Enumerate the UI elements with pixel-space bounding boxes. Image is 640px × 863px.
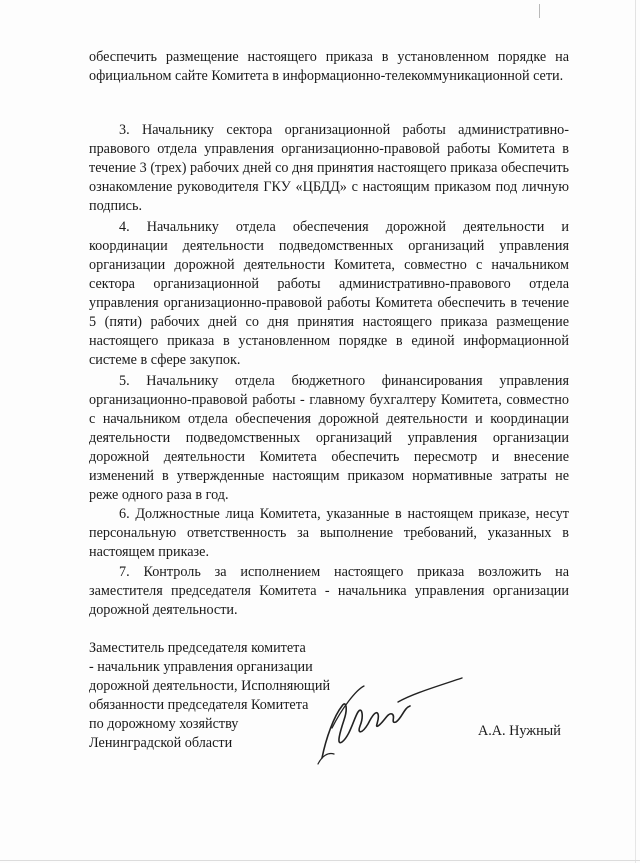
paragraph-item-4 [89,218,569,370]
page-edge-bottom [0,860,640,861]
paragraph-item-3 [89,121,569,216]
paragraph-item-6 [89,505,569,562]
paragraph-text: 6. Должностные лица Комитета, указанные в настоящем приказе, несут персональную ответственность за выполнение требований, указанных в настоящем приказе. [89,506,569,560]
signatory-name: А.А. Нужный [478,723,561,739]
paragraph-text: 4. Начальнику отдела обеспечения дорожной деятельности и координации деятельности подведомственных организаций управления организации дорожной деятельности Комитета, совместно с начальником сектора организационной работы административно-правового отдела управления организационно-правовой работы Комитета обеспечить в течение 5 (пяти) рабочих дней со дня принятия настоящего приказа размещение настоящего приказа в установленном порядке в единой информационной системе в сфере закупок. [89,219,569,368]
signatory-position: Заместитель председателя комитета - начальник управления организации дорожной деятельности, Исполняющий обязанности председателя Комитета по дорожному хозяйству Ленинградской области [89,640,331,751]
paragraph-item-5 [89,372,569,505]
handwritten-signature [312,668,472,768]
paragraph-text: 3. Начальнику сектора организационной работы административно-правового отдела управления организационно-правовой работы Комитета в течение 3 (трех) рабочих дней со дня принятия настоящего приказа обеспечить ознакомление руководителя ГКУ «ЦБДД» с настоящим приказом под личную подпись. [89,122,569,214]
scan-mark [539,4,540,18]
paragraph-continuation [89,48,569,86]
paragraph-text: 7. Контроль за исполнением настоящего приказа возложить на заместителя председателя Комитета - начальника управления организации дорожной деятельности. [89,564,569,618]
paragraph-item-7 [89,563,569,620]
page-edge-right [635,0,636,863]
paragraph-text: 5. Начальнику отдела бюджетного финансирования управления организационно-правовой работы - главному бухгалтеру Комитета, совместно с начальником отдела обеспечения дорожной деятельности и координации деятельности подведомственных организаций управления организации дорожной деятельности Комитета обеспечить пересмотр и внесение изменений в утвержденные настоящим приказом нормативные затраты не реже одного раза в год. [89,373,569,503]
paragraph-text: обеспечить размещение настоящего приказа в установленном порядке на официальном сайте Комитета в информационно-телекоммуникационной сети. [89,49,569,84]
